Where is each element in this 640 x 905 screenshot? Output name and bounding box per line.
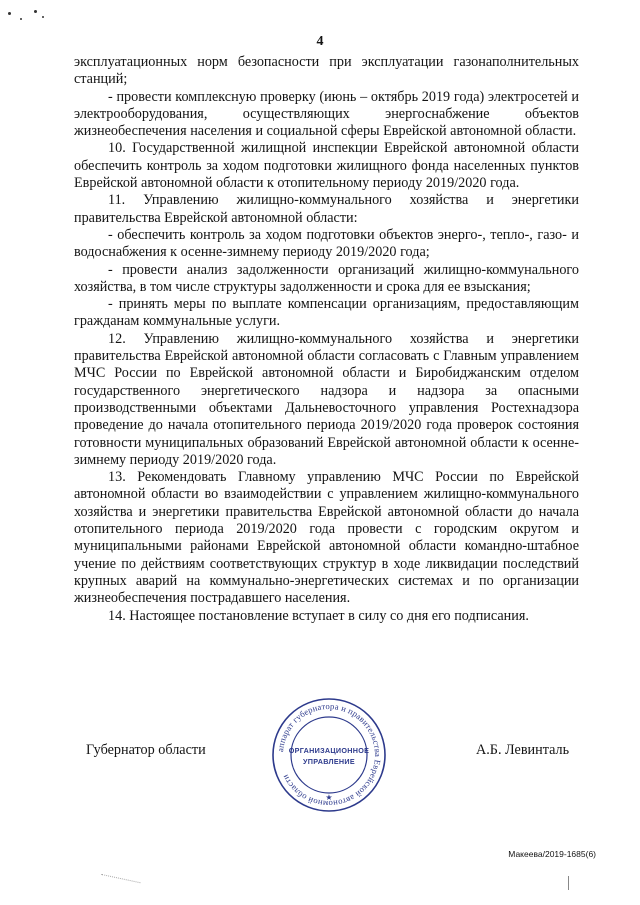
scan-speck — [8, 12, 11, 15]
stamp-seal-graphic — [270, 696, 388, 814]
paragraph: эксплуатационных норм безопасности при эксплуатации газонаполнительных станций; — [74, 54, 579, 88]
signature-name: А.Б. Левинталь — [476, 742, 570, 758]
scan-artifact — [568, 876, 569, 890]
stamp-center-line-2: УПРАВЛЕНИЕ — [303, 757, 355, 766]
paragraph: 14. Настоящее постановление вступает в силу со дня его подписания. — [108, 607, 529, 624]
svg-text:аппарат губернатора и правител: аппарат губернатора и правительства Еврейской автономной области — [275, 700, 384, 810]
paragraph: - провести комплексную проверку (июнь – октябрь 2019 года) электросетей и электрооборудования, осуществляющих энергоснабжение объектов жизнеобеспечения населения и социальной сферы Еврейской автономной области. — [74, 88, 579, 140]
document-body — [74, 54, 579, 625]
scan-speck — [42, 16, 44, 18]
page-number: 4 — [316, 34, 324, 49]
scan-speck — [34, 10, 37, 13]
svg-text:★: ★ — [325, 793, 333, 802]
signature-title: Губернатор области — [86, 742, 206, 758]
paragraph: - обеспечить контроль за ходом подготовки объектов энерго-, тепло-, газо- и водоснабжения к осенне-зимнему периоду 2019/2020 года; — [74, 226, 579, 261]
registration-number: Макеева/2019-1685(6) — [508, 849, 596, 859]
organization-stamp — [270, 696, 388, 814]
scan-speck — [20, 18, 22, 20]
stamp-center-line-1: ОРГАНИЗАЦИОННОЕ — [288, 746, 370, 755]
paragraph: 12. Управлению жилищно-коммунального хозяйства и энергетики правительства Еврейской автономной области согласовать с Главным управлением МЧС России по Еврейской автономной области и Биробиджанским отделом государственного энергетического надзора и надзора за опасными производственными объектами Дальневосточного управления Ростехнадзора проведение до начала отопительного периода 2019/2020 года проверок состояния готовности муниципальных образований Еврейской автономной области к осенне-зимнему периоду 2019/2020 года. — [74, 330, 579, 468]
paragraph: - провести анализ задолженности организаций жилищно-коммунального хозяйства, в том числе структуры задолженности и срока для ее взыскания; — [74, 261, 579, 295]
paragraph: 11. Управлению жилищно-коммунального хозяйства и энергетики правительства Еврейской автономной области: — [74, 192, 579, 226]
scan-artifact — [100, 874, 141, 891]
paragraph: 10. Государственной жилищной инспекции Еврейской автономной области обеспечить контроль за ходом подготовки жилищного фонда населенных пунктов Еврейской автономной области к отопительному периоду 2019/2020 года. — [74, 140, 579, 192]
paragraph: 13. Рекомендовать Главному управлению МЧС России по Еврейской автономной области во взаимодействии с управлением жилищно-коммунального хозяйства и энергетики правительства Еврейской автономной области до начала отопительного периода 2019/2020 года провести с городским округом и муниципальными районами Еврейской автономной области командно-штабное учение по действиям соответствующих структур в ходе ликвидации последствий крупных аварий на коммунально-энергетических системах и по организации жизнеобеспечения пострадавшего населения. — [74, 469, 579, 607]
paragraph: - принять меры по выплате компенсации организациям, предоставляющим гражданам коммунальные услуги. — [74, 296, 579, 330]
